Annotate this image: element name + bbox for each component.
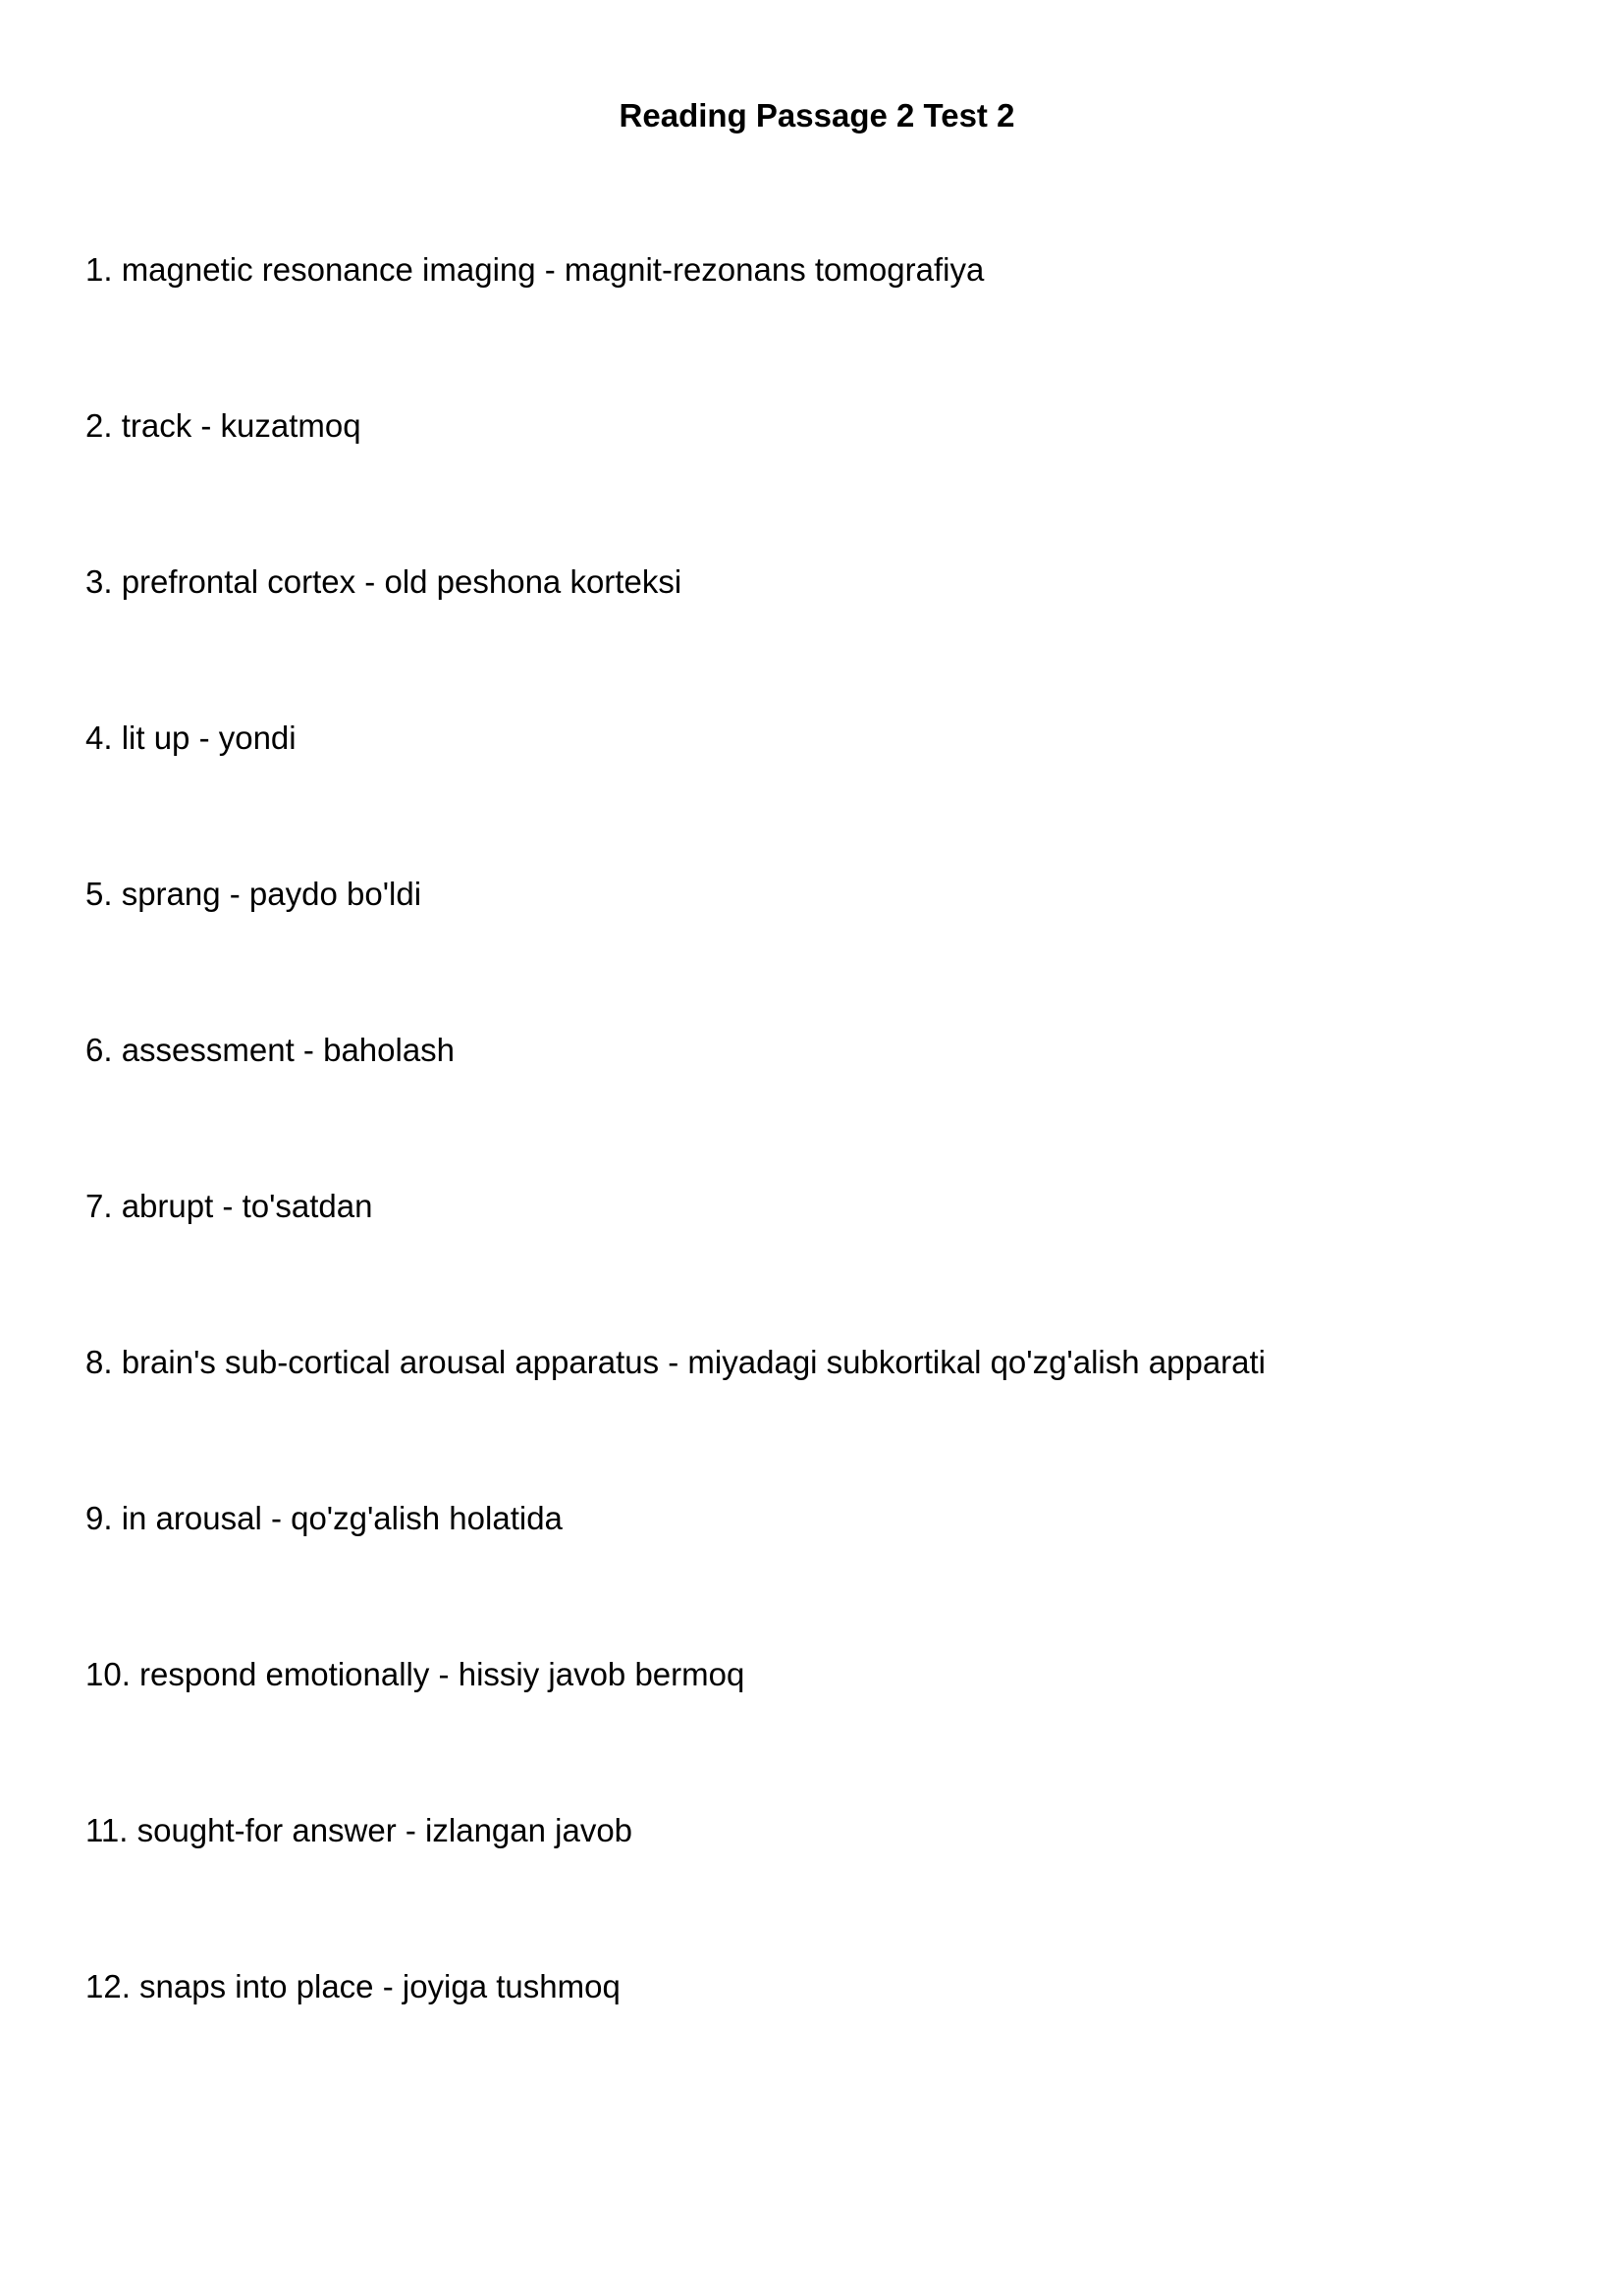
list-item: 6. assessment - baholash [85,1032,456,1068]
vocabulary-list [85,248,1266,2121]
list-item: 12. snaps into place - joyiga tushmoq [85,1968,621,2004]
page-title: Reading Passage 2 Test 2 [619,97,1015,133]
list-item: 11. sought-for answer - izlangan javob [85,1812,633,1848]
list-item: 10. respond emotionally - hissiy javob bermoq [85,1656,745,1692]
list-item: 7. abrupt - to'satdan [85,1188,373,1224]
list-item: 3. prefrontal cortex - old peshona korteksi [85,563,682,600]
list-item: 5. sprang - paydo bo'ldi [85,876,422,912]
list-item: 9. in arousal - qo'zg'alish holatida [85,1500,563,1536]
list-item: 8. brain's sub-cortical arousal apparatus - miyadagi subkortikal qo'zg'alish apparati [85,1344,1267,1380]
list-item: 4. lit up - yondi [85,720,297,756]
list-item: 1. magnetic resonance imaging - magnit-rezonans tomografiya [85,251,985,288]
list-item: 2. track - kuzatmoq [85,407,361,444]
